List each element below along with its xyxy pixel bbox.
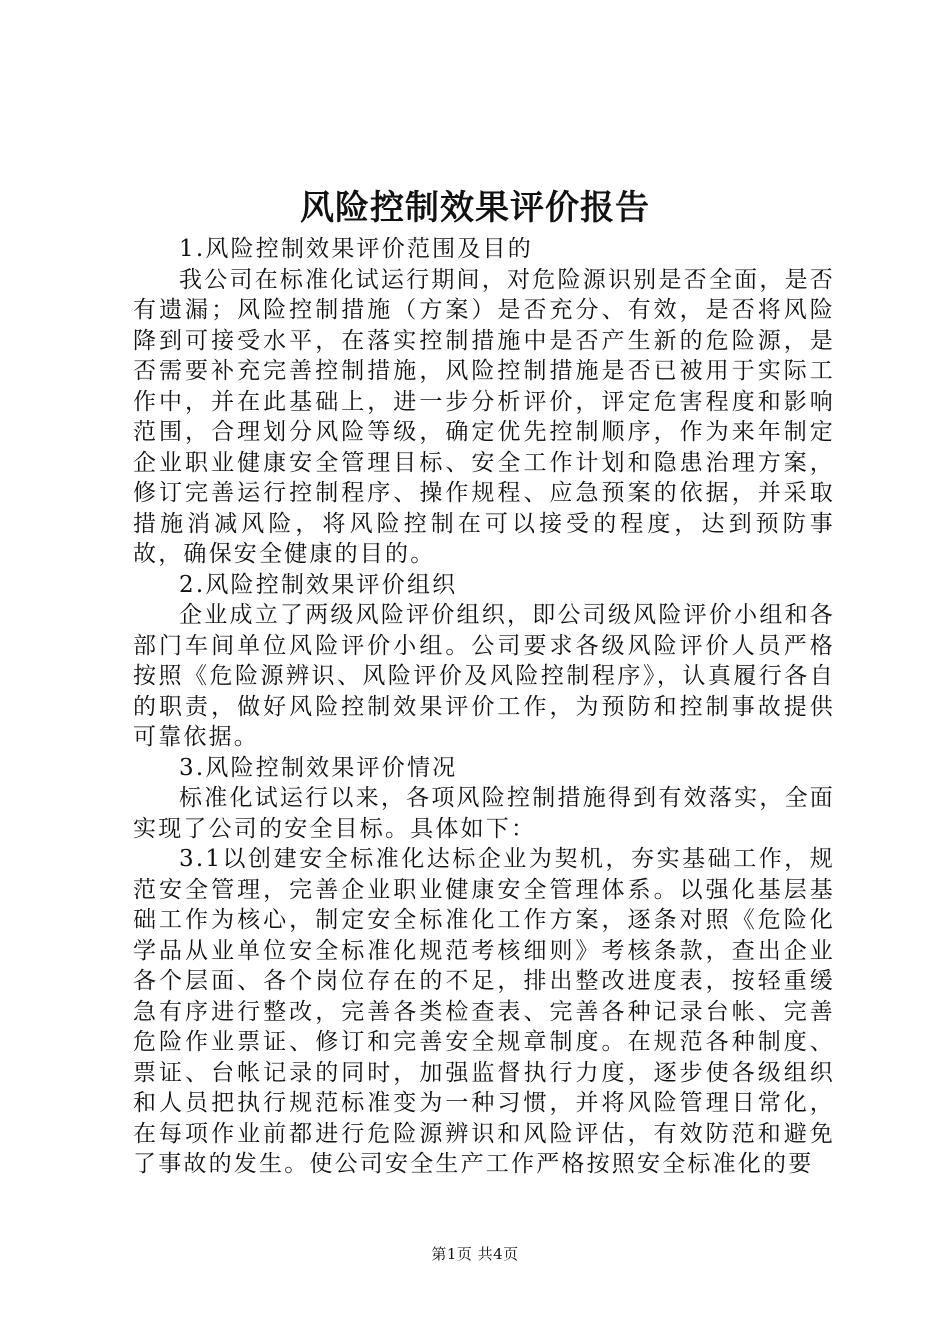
paragraph-3: 标准化试运行以来，各项风险控制措施得到有效落实，全面实现了公司的安全目标。具体如下： [133,785,835,842]
paragraph-3-1: 3.1以创建安全标准化达标企业为契机，夯实基础工作，规范安全管理，完善企业职业健康安全管理体系。以强化基层基础工作为核心，制定安全标准化工作方案，逐条对照《危险化学品从业单位安全标准化规范考核细则》考核条款，查出企业各个层面、各个岗位存在的不足，排出整改进度表，按轻重缓急有序进行整改，完善各类检查表、完善各种记录台帐、完善危险作业票证、修订和完善安全规章制度。在规范各种制度、票证、台帐记录的同时，加强监督执行力度，逐步使各级组织和人员把执行规范标准变为一种习惯，并将风险管理日常化，在每项作业前都进行危险源辨识和风险评估，有效防范和避免了事故的发生。使公司安全生产工作严格按照安全标准化的要 [133,846,835,1177]
section-heading-1: 1.风险控制效果评价范围及目的 [179,236,533,262]
section-heading-3: 3.风险控制效果评价情况 [179,754,458,781]
section-heading-2: 2.风险控制效果评价组织 [179,571,458,598]
document-body [133,234,835,1180]
paragraph-1: 我公司在标准化试运行期间，对危险源识别是否全面，是否有遗漏；风险控制措施（方案）是否充分、有效，是否将风险降到可接受水平，在落实控制措施中是否产生新的危险源，是否需要补充完善控制措施，风险控制措施是否已被用于实际工作中，并在此基础上，进一步分析评价，评定危害程度和影响范围，合理划分风险等级，确定优先控制顺序，作为来年制定企业职业健康安全管理目标、安全工作计划和隐患治理方案，修订完善运行控制程序、操作规程、应急预案的依据，并采取措施消减风险，将风险控制在可以接受的程度，达到预防事故，确保安全健康的目的。 [133,266,835,567]
page-footer: 第1页 共4页 [431,1245,519,1263]
paragraph-2: 企业成立了两级风险评价组织，即公司级风险评价小组和各部门车间单位风险评价小组。公司要求各级风险评价人员严格按照《危险源辨识、风险评价及风险控制程序》，认真履行各自的职责，做好风险控制效果评价工作，为预防和控制事故提供可靠依据。 [133,602,835,750]
document-title: 风险控制效果评价报告 [300,188,650,228]
